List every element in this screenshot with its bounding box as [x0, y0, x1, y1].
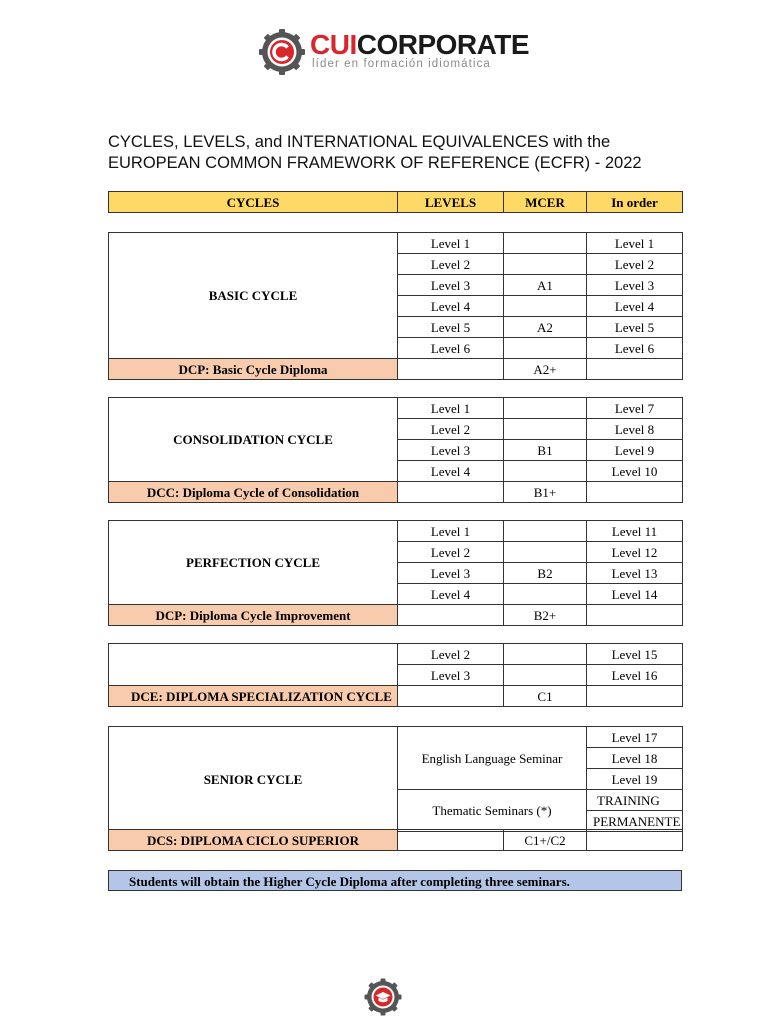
brand-tagline: líder en formación idiomática [312, 58, 491, 70]
diploma-row [109, 605, 683, 626]
header-table [108, 191, 683, 213]
higher-cycle-note: Students will obtain the Higher Cycle Diploma after completing three seminars. [108, 870, 682, 891]
mcer-cell [504, 461, 587, 482]
level-cell: Level 4 [398, 296, 504, 317]
order-cell [587, 605, 683, 626]
order-cell: Level 5 [587, 317, 683, 338]
senior-diploma: DCS: DIPLOMA CICLO SUPERIOR [109, 830, 398, 851]
header-in-order: In order [587, 192, 683, 213]
consolidation-cycle-name: CONSOLIDATION CYCLE [109, 398, 398, 482]
header-row [109, 192, 683, 213]
order-cell: Level 4 [587, 296, 683, 317]
basic-diploma: DCP: Basic Cycle Diploma [109, 359, 398, 380]
cui-corporate-logo [258, 28, 530, 76]
level-cell: Level 3 [398, 275, 504, 296]
order-cell: Level 9 [587, 440, 683, 461]
table-row [109, 233, 683, 254]
mcer-cell [504, 398, 587, 419]
header-mcer: MCER [504, 192, 587, 213]
order-cell: Level 10 [587, 461, 683, 482]
cui-gear-logo-icon [258, 28, 306, 76]
mcer-cell [504, 542, 587, 563]
level-cell: Level 3 [398, 440, 504, 461]
diploma-row [109, 359, 683, 380]
title-line-2: EUROPEAN COMMON FRAMEWORK OF REFERENCE (ECFR) - 2022 [108, 154, 642, 172]
level-cell [398, 830, 504, 851]
mcer-cell: A1 [504, 275, 587, 296]
permanente-cell: PERMANENTE [587, 811, 683, 832]
order-cell: Level 19 [587, 769, 683, 790]
order-cell: Level 17 [587, 727, 683, 748]
mcer-cell [504, 233, 587, 254]
level-cell [398, 605, 504, 626]
level-cell: Level 6 [398, 338, 504, 359]
table-row [109, 644, 683, 665]
level-cell: Level 2 [398, 644, 504, 665]
mcer-cell [504, 254, 587, 275]
senior-cycle-name: SENIOR CYCLE [109, 727, 398, 832]
level-cell: Level 2 [398, 542, 504, 563]
mcer-cell [504, 338, 587, 359]
specialization-diploma: DCE: DIPLOMA SPECIALIZATION CYCLE [109, 686, 398, 707]
level-cell: Level 1 [398, 521, 504, 542]
mcer-cell [504, 419, 587, 440]
mcer-cell [504, 584, 587, 605]
diploma-mcer: C1+/C2 [504, 830, 587, 851]
order-cell [587, 830, 683, 851]
diploma-row [109, 830, 683, 851]
level-cell: Level 3 [398, 563, 504, 584]
level-cell: Level 1 [398, 398, 504, 419]
order-cell: Level 2 [587, 254, 683, 275]
order-cell: Level 12 [587, 542, 683, 563]
mcer-cell [504, 296, 587, 317]
diploma-mcer: B1+ [504, 482, 587, 503]
diploma-row [109, 482, 683, 503]
diploma-mcer: B2+ [504, 605, 587, 626]
english-seminar-cell: English Language Seminar [398, 727, 587, 790]
order-cell: Level 15 [587, 644, 683, 665]
perfection-cycle-name: PERFECTION CYCLE [109, 521, 398, 605]
order-cell: Level 16 [587, 665, 683, 686]
order-cell: Level 11 [587, 521, 683, 542]
training-cell: TRAINING [587, 790, 683, 811]
diploma-row [109, 686, 683, 707]
order-cell: Level 14 [587, 584, 683, 605]
document-title [108, 132, 642, 174]
order-cell: Level 7 [587, 398, 683, 419]
level-cell [398, 359, 504, 380]
table-row [109, 521, 683, 542]
specialization-cycle-table [108, 643, 683, 707]
order-cell [587, 482, 683, 503]
senior-diploma-table [108, 829, 683, 851]
specialization-cycle-name [109, 644, 398, 686]
perfection-diploma: DCP: Diploma Cycle Improvement [109, 605, 398, 626]
level-cell: Level 2 [398, 254, 504, 275]
order-cell [587, 359, 683, 380]
order-cell: Level 18 [587, 748, 683, 769]
level-cell [398, 686, 504, 707]
level-cell [398, 482, 504, 503]
order-cell: Level 8 [587, 419, 683, 440]
table-row [109, 398, 683, 419]
basic-cycle-name: BASIC CYCLE [109, 233, 398, 359]
level-cell: Level 5 [398, 317, 504, 338]
mcer-cell [504, 665, 587, 686]
thematic-seminar-cell: Thematic Seminars (*) [398, 790, 587, 832]
diploma-mcer: C1 [504, 686, 587, 707]
order-cell: Level 1 [587, 233, 683, 254]
level-cell: Level 2 [398, 419, 504, 440]
order-cell: Level 13 [587, 563, 683, 584]
mcer-cell: B1 [504, 440, 587, 461]
order-cell: Level 3 [587, 275, 683, 296]
level-cell: Level 3 [398, 665, 504, 686]
header-levels: LEVELS [398, 192, 504, 213]
mcer-cell [504, 521, 587, 542]
header-cycles: CYCLES [109, 192, 398, 213]
order-cell: Level 6 [587, 338, 683, 359]
level-cell: Level 4 [398, 584, 504, 605]
diploma-mcer: A2+ [504, 359, 587, 380]
senior-cycle-table [108, 726, 683, 832]
table-row [109, 727, 683, 748]
consolidation-cycle-table [108, 397, 683, 503]
mcer-cell: A2 [504, 317, 587, 338]
graduation-cap-gear-icon [364, 978, 402, 1016]
level-cell: Level 1 [398, 233, 504, 254]
mcer-cell: B2 [504, 563, 587, 584]
order-cell [587, 686, 683, 707]
perfection-cycle-table [108, 520, 683, 626]
consolidation-diploma: DCC: Diploma Cycle of Consolidation [109, 482, 398, 503]
basic-cycle-table [108, 232, 683, 380]
title-line-1: CYCLES, LEVELS, and INTERNATIONAL EQUIVALENCES with the [108, 133, 611, 151]
brand-name: CUICORPORATE [310, 29, 530, 60]
level-cell: Level 4 [398, 461, 504, 482]
mcer-cell [504, 644, 587, 665]
